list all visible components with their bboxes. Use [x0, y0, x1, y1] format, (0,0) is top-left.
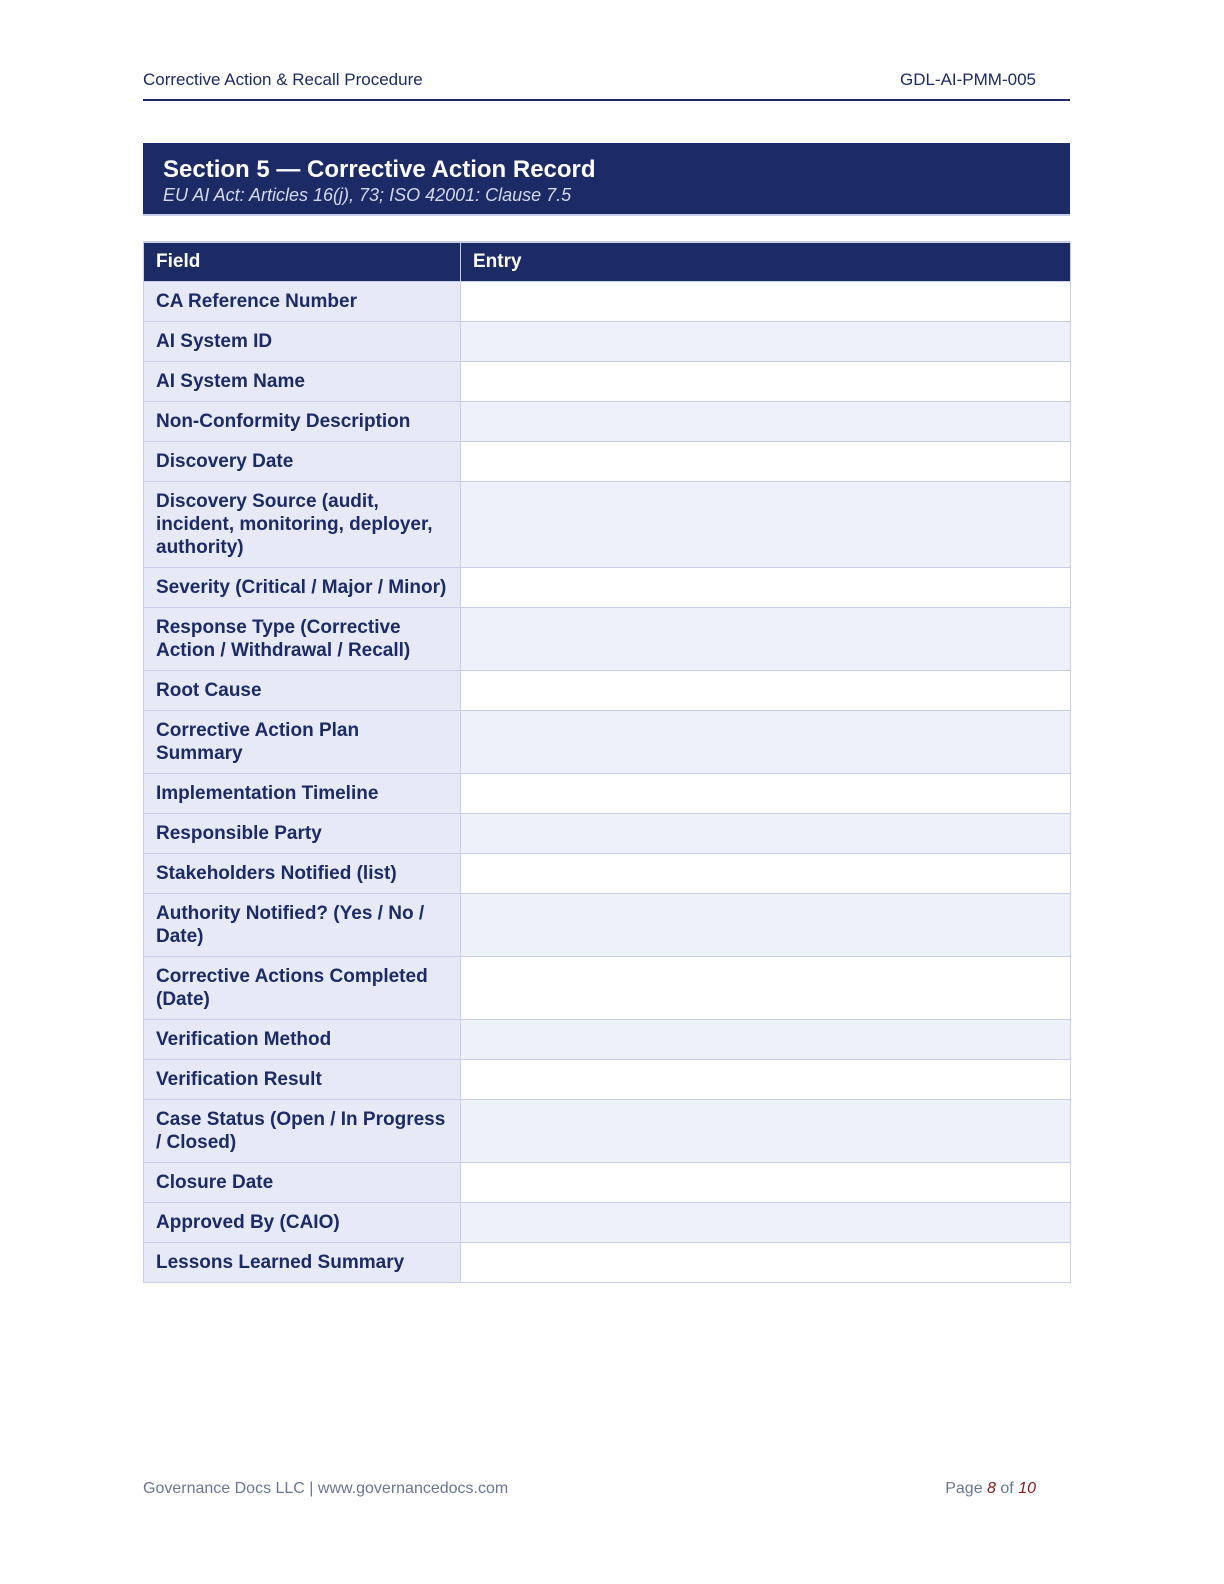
- table-row: [144, 1099, 1071, 1162]
- column-header-field: Field: [144, 242, 461, 281]
- entry-cell[interactable]: [461, 853, 1071, 893]
- page-header: [143, 70, 1070, 101]
- entry-cell[interactable]: [461, 441, 1071, 481]
- field-label: Closure Date: [144, 1162, 461, 1202]
- field-label: Case Status (Open / In Progress / Closed): [144, 1099, 461, 1162]
- field-label: Verification Result: [144, 1059, 461, 1099]
- field-label: Lessons Learned Summary: [144, 1242, 461, 1282]
- field-label: Response Type (Corrective Action / Withdrawal / Recall): [144, 607, 461, 670]
- field-label: Non-Conformity Description: [144, 401, 461, 441]
- section-banner: [143, 143, 1070, 216]
- entry-cell[interactable]: [461, 1099, 1071, 1162]
- table-row: [144, 853, 1071, 893]
- page-label: Page: [945, 1480, 983, 1497]
- table-row: [144, 1162, 1071, 1202]
- entry-cell[interactable]: [461, 1019, 1071, 1059]
- document-id: GDL-AI-PMM-005: [899, 70, 1036, 89]
- entry-cell[interactable]: [461, 321, 1071, 361]
- column-header-entry: Entry: [461, 242, 1071, 281]
- field-label: Implementation Timeline: [144, 773, 461, 813]
- table-row: [144, 813, 1071, 853]
- table-row: [144, 956, 1071, 1019]
- table-row: [144, 710, 1071, 773]
- table-row: [144, 1202, 1071, 1242]
- field-label: Corrective Action Plan Summary: [144, 710, 461, 773]
- page-current: 8: [987, 1480, 996, 1497]
- entry-cell[interactable]: [461, 281, 1071, 321]
- table-row: [144, 1059, 1071, 1099]
- table-row: [144, 441, 1071, 481]
- table-row: [144, 1019, 1071, 1059]
- entry-cell[interactable]: [461, 607, 1071, 670]
- field-label: Responsible Party: [144, 813, 461, 853]
- entry-cell[interactable]: [461, 710, 1071, 773]
- entry-cell[interactable]: [461, 1162, 1071, 1202]
- entry-cell[interactable]: [461, 1202, 1071, 1242]
- field-label: Discovery Source (audit, incident, monitoring, deployer, authority): [144, 481, 461, 567]
- field-label: AI System Name: [144, 361, 461, 401]
- entry-cell[interactable]: [461, 361, 1071, 401]
- entry-cell[interactable]: [461, 956, 1071, 1019]
- page-number: [945, 1480, 1036, 1498]
- field-label: Root Cause: [144, 670, 461, 710]
- field-label: Verification Method: [144, 1019, 461, 1059]
- field-label: Corrective Actions Completed (Date): [144, 956, 461, 1019]
- table-row: [144, 321, 1071, 361]
- table-row: [144, 567, 1071, 607]
- corrective-action-record-table: [143, 241, 1071, 1283]
- footer-company: Governance Docs LLC | www.governancedocs.com: [143, 1480, 509, 1497]
- entry-cell[interactable]: [461, 773, 1071, 813]
- entry-cell[interactable]: [461, 567, 1071, 607]
- entry-cell[interactable]: [461, 1059, 1071, 1099]
- section-title: Section 5 — Corrective Action Record: [163, 156, 596, 183]
- entry-cell[interactable]: [461, 481, 1071, 567]
- table-row: [144, 607, 1071, 670]
- field-label: Stakeholders Notified (list): [144, 853, 461, 893]
- field-label: Authority Notified? (Yes / No / Date): [144, 893, 461, 956]
- entry-cell[interactable]: [461, 401, 1071, 441]
- entry-cell[interactable]: [461, 813, 1071, 853]
- table-row: [144, 893, 1071, 956]
- table-row: [144, 401, 1071, 441]
- field-label: CA Reference Number: [144, 281, 461, 321]
- table-row: [144, 1242, 1071, 1282]
- field-label: Approved By (CAIO): [144, 1202, 461, 1242]
- entry-cell[interactable]: [461, 893, 1071, 956]
- entry-cell[interactable]: [461, 670, 1071, 710]
- field-label: AI System ID: [144, 321, 461, 361]
- table-row: [144, 281, 1071, 321]
- section-subtitle: EU AI Act: Articles 16(j), 73; ISO 42001: Clause 7.5: [163, 185, 572, 205]
- document-title: Corrective Action & Recall Procedure: [143, 70, 423, 89]
- table-row: [144, 361, 1071, 401]
- page-of: of: [1000, 1480, 1014, 1497]
- table-header-row: [144, 242, 1071, 281]
- table-row: [144, 670, 1071, 710]
- table-row: [144, 481, 1071, 567]
- field-label: Severity (Critical / Major / Minor): [144, 567, 461, 607]
- field-label: Discovery Date: [144, 441, 461, 481]
- page-total: 10: [1018, 1480, 1036, 1497]
- entry-cell[interactable]: [461, 1242, 1071, 1282]
- table-row: [144, 773, 1071, 813]
